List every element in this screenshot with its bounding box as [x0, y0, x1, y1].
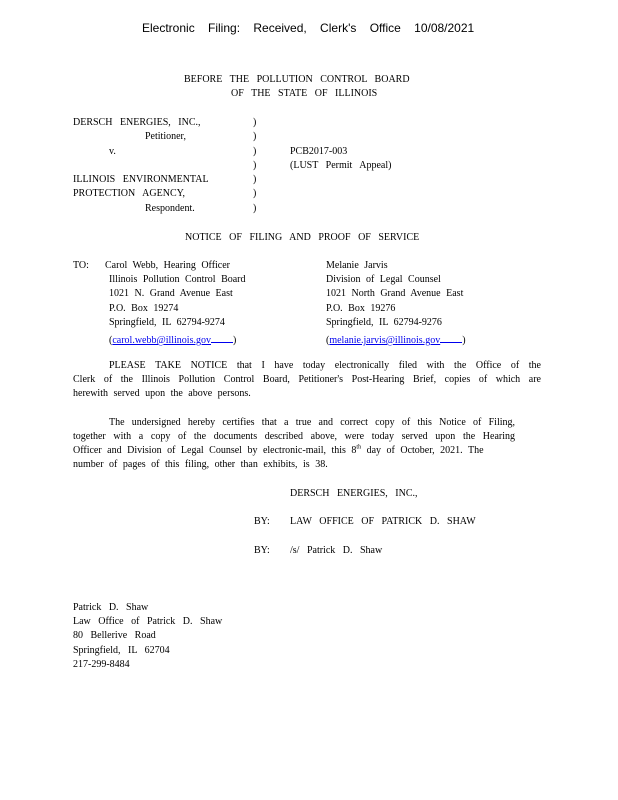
petitioner-role: Petitioner, — [145, 131, 186, 142]
certificate-paragraph-line4: number of pages of this filing, other than exhibits, is 38. — [73, 459, 328, 470]
caption-paren: ) — [253, 203, 257, 214]
attorney-street: 80 Bellerive Road — [73, 630, 156, 641]
respondent-name-line2: PROTECTION AGENCY, — [73, 188, 186, 199]
caption-paren: ) — [253, 117, 257, 128]
certificate-paragraph-line2: together with a copy of the documents described above, were today served upon the Hearing — [73, 431, 515, 442]
ordinal-suffix: th — [356, 444, 362, 451]
case-type: (LUST Permit Appeal) — [290, 160, 392, 171]
recipient-1-po: P.O. Box 19274 — [109, 303, 179, 314]
recipient-1-city: Springfield, IL 62794-9274 — [109, 317, 225, 328]
certificate-line3-part2: day of October, 2021. The — [361, 445, 484, 456]
recipient-2-org: Division of Legal Counsel — [326, 274, 441, 285]
petitioner-name: DERSCH ENERGIES, INC., — [73, 117, 201, 128]
certificate-paragraph-line3 — [73, 444, 484, 459]
notice-paragraph-line2: Clerk of the Illinois Pollution Control Board, Petitioner's Post-Hearing Brief, copies of which are — [73, 374, 541, 385]
recipient-2-city: Springfield, IL 62794-9276 — [326, 317, 442, 328]
recipient-2-email-line: (melanie.jarvis@illinois.gov ) — [326, 331, 466, 347]
notice-title: NOTICE OF FILING AND PROOF OF SERVICE — [185, 232, 420, 243]
email-underline — [440, 331, 462, 343]
attorney-city: Springfield, IL 62704 — [73, 645, 170, 656]
recipient-2-name: Melanie Jarvis — [326, 260, 388, 271]
recipient-2-street: 1021 North Grand Avenue East — [326, 288, 464, 299]
respondent-role: Respondent. — [145, 203, 195, 214]
caption-paren: ) — [253, 160, 257, 171]
certificate-line3-part1: Officer and Division of Legal Counsel by electronic-mail, this 8 — [73, 445, 357, 456]
caption-paren: ) — [253, 146, 257, 157]
court-title-line1: BEFORE THE POLLUTION CONTROL BOARD — [184, 74, 410, 85]
recipient-1-name: Carol Webb, Hearing Officer — [105, 260, 231, 271]
recipient-2-email-link[interactable]: melanie.jarvis@illinois.gov — [329, 335, 441, 346]
to-label: TO: — [73, 260, 89, 271]
recipient-2-po: P.O. Box 19276 — [326, 303, 396, 314]
attorney-phone: 217-299-8484 — [73, 659, 130, 670]
signature-by-label-2: BY: — [254, 545, 270, 556]
caption-paren: ) — [253, 174, 257, 185]
respondent-name-line1: ILLINOIS ENVIRONMENTAL — [73, 174, 209, 185]
court-title-line2: OF THE STATE OF ILLINOIS — [231, 88, 378, 99]
email-underline — [211, 331, 233, 343]
recipient-1-street: 1021 N. Grand Avenue East — [109, 288, 233, 299]
caption-paren: ) — [253, 188, 257, 199]
signature-party: DERSCH ENERGIES, INC., — [290, 488, 418, 499]
signature-law-office: LAW OFFICE OF PATRICK D. SHAW — [290, 516, 476, 527]
certificate-paragraph-line1: The undersigned hereby certifies that a true and correct copy of this Notice of Filing, — [109, 417, 515, 428]
notice-paragraph-line1: PLEASE TAKE NOTICE that I have today electronically filed with the Office of the — [109, 360, 541, 371]
filing-stamp-header: Electronic Filing: Received, Clerk's Office 10/08/2021 — [142, 21, 475, 35]
signature-electronic: /s/ Patrick D. Shaw — [290, 545, 383, 556]
signature-by-label-1: BY: — [254, 516, 270, 527]
caption-paren: ) — [253, 131, 257, 142]
case-number: PCB2017-003 — [290, 146, 348, 157]
recipient-1-email-link[interactable]: carol.webb@illinois.gov — [112, 335, 211, 346]
recipient-1-email-line: (carol.webb@illinois.gov ) — [109, 331, 236, 347]
notice-paragraph-line3: herewith served upon the above persons. — [73, 388, 251, 399]
attorney-name: Patrick D. Shaw — [73, 602, 149, 613]
recipient-1-org: Illinois Pollution Control Board — [109, 274, 246, 285]
versus: v. — [109, 146, 116, 157]
attorney-firm: Law Office of Patrick D. Shaw — [73, 616, 223, 627]
